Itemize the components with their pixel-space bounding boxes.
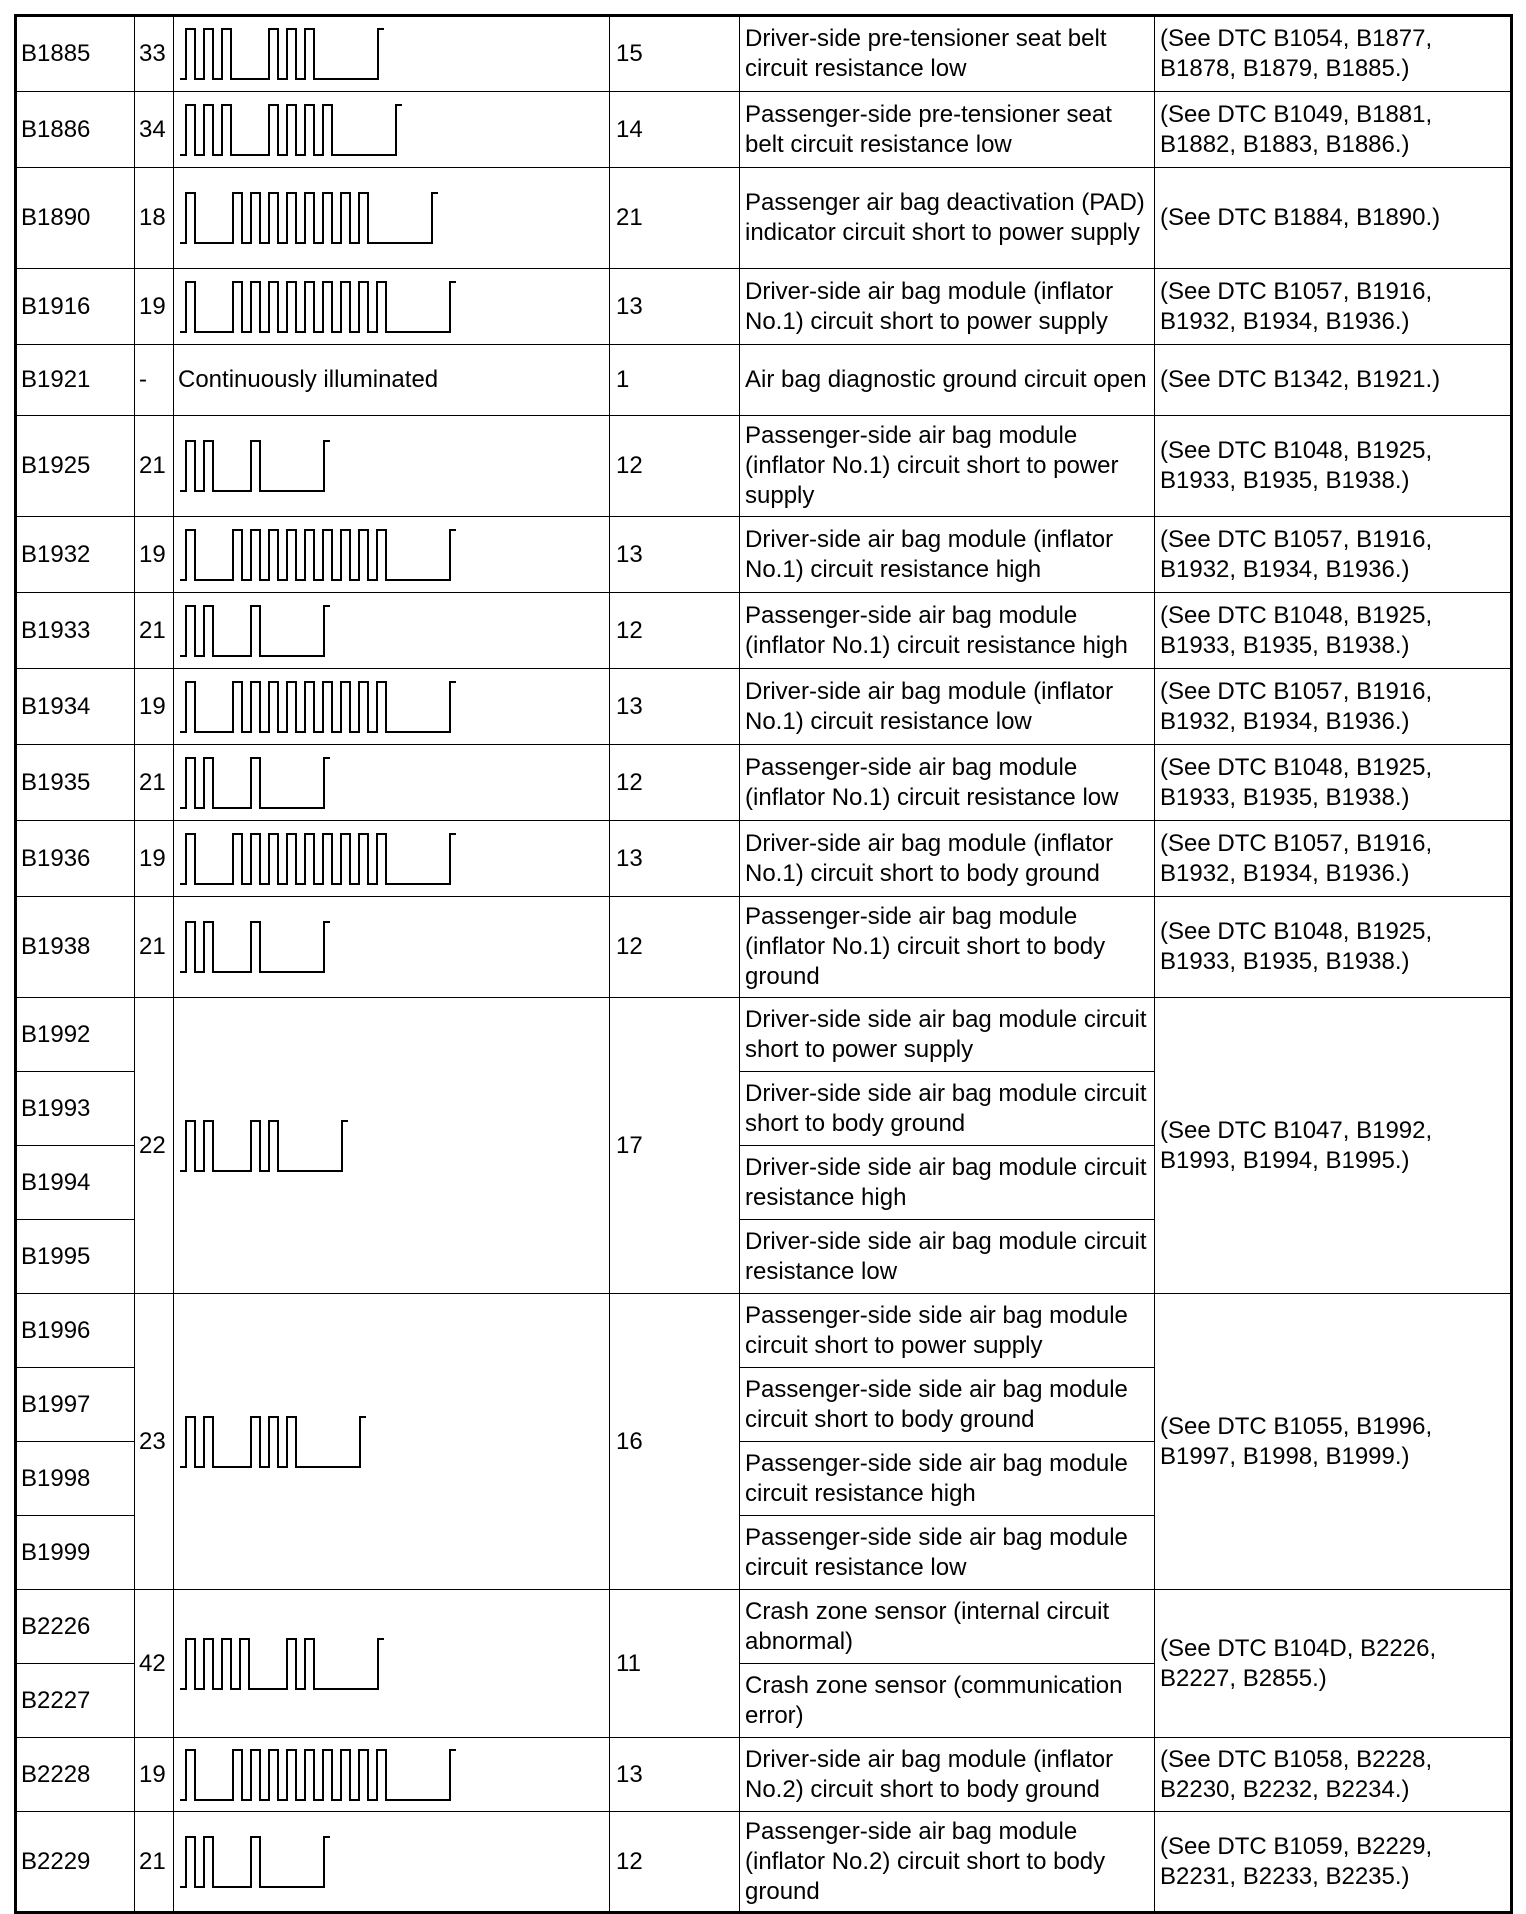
flash-pattern-waveform: [178, 1832, 332, 1892]
dtc-reference: (See DTC B1047, B1992, B1993, B1994, B1995.): [1155, 998, 1512, 1294]
table-row: [16, 16, 1512, 92]
flash-pattern-waveform: [178, 24, 386, 84]
led-number: 1: [610, 345, 740, 416]
dtc-description: Driver-side side air bag module circuit short to power supply: [740, 998, 1155, 1072]
table-row: [16, 517, 1512, 593]
led-number: 16: [610, 1294, 740, 1590]
dtc-description: Air bag diagnostic ground circuit open: [740, 345, 1155, 416]
led-number: 13: [610, 517, 740, 593]
dtc-description: Passenger-side pre-tensioner seat belt circuit resistance low: [740, 92, 1155, 168]
flash-pattern: [174, 897, 610, 998]
dtc-code: B1992: [16, 998, 135, 1072]
flash-count: 21: [135, 897, 174, 998]
waveform-line: [180, 1750, 456, 1800]
flash-count: 33: [135, 16, 174, 92]
flash-count: 19: [135, 669, 174, 745]
dtc-description: Passenger-side side air bag module circuit short to power supply: [740, 1294, 1155, 1368]
table-row: [16, 821, 1512, 897]
dtc-code: B2228: [16, 1738, 135, 1812]
flash-count: 42: [135, 1590, 174, 1738]
dtc-code: B1997: [16, 1368, 135, 1442]
dtc-description: Passenger-side air bag module (inflator No.1) circuit short to power supply: [740, 416, 1155, 517]
waveform-line: [180, 441, 330, 491]
flash-count: 22: [135, 998, 174, 1294]
dtc-description: Passenger air bag deactivation (PAD) indicator circuit short to power supply: [740, 168, 1155, 269]
dtc-code: B1932: [16, 517, 135, 593]
flash-pattern: [174, 669, 610, 745]
led-number: 17: [610, 998, 740, 1294]
flash-pattern-waveform: [178, 525, 458, 585]
dtc-description: Crash zone sensor (communication error): [740, 1664, 1155, 1738]
flash-count: 21: [135, 416, 174, 517]
dtc-reference: (See DTC B1342, B1921.): [1155, 345, 1512, 416]
flash-count: -: [135, 345, 174, 416]
flash-pattern: [174, 168, 610, 269]
dtc-code: B1998: [16, 1442, 135, 1516]
waveform-line: [180, 834, 456, 884]
table-row: [16, 345, 1512, 416]
flash-count: 34: [135, 92, 174, 168]
dtc-code: B1933: [16, 593, 135, 669]
dtc-reference: (See DTC B1049, B1881, B1882, B1883, B1886.): [1155, 92, 1512, 168]
dtc-reference: (See DTC B1059, B2229, B2231, B2233, B2235.): [1155, 1812, 1512, 1913]
dtc-code: B1890: [16, 168, 135, 269]
dtc-code: B1995: [16, 1220, 135, 1294]
led-number: 15: [610, 16, 740, 92]
dtc-code: B1934: [16, 669, 135, 745]
led-number: 13: [610, 669, 740, 745]
waveform-line: [180, 29, 384, 79]
dtc-description: Passenger-side side air bag module circuit short to body ground: [740, 1368, 1155, 1442]
flash-pattern-waveform: [178, 1634, 386, 1694]
flash-pattern-waveform: [178, 829, 458, 889]
dtc-code: B1994: [16, 1146, 135, 1220]
table-row: [16, 168, 1512, 269]
dtc-description: Driver-side air bag module (inflator No.2) circuit short to body ground: [740, 1738, 1155, 1812]
dtc-description: Driver-side air bag module (inflator No.1) circuit short to power supply: [740, 269, 1155, 345]
waveform-line: [180, 1417, 366, 1467]
dtc-description: Passenger-side air bag module (inflator No.2) circuit short to body ground: [740, 1812, 1155, 1913]
dtc-description: Driver-side pre-tensioner seat belt circuit resistance low: [740, 16, 1155, 92]
flash-count: 19: [135, 517, 174, 593]
dtc-description: Crash zone sensor (internal circuit abnormal): [740, 1590, 1155, 1664]
dtc-code: B2227: [16, 1664, 135, 1738]
dtc-description: Driver-side side air bag module circuit resistance low: [740, 1220, 1155, 1294]
flash-pattern: [174, 416, 610, 517]
flash-pattern-waveform: [178, 188, 440, 248]
dtc-description: Driver-side air bag module (inflator No.1) circuit short to body ground: [740, 821, 1155, 897]
waveform-line: [180, 530, 456, 580]
flash-pattern: [174, 821, 610, 897]
dtc-description: Driver-side air bag module (inflator No.1) circuit resistance high: [740, 517, 1155, 593]
led-number: 12: [610, 745, 740, 821]
flash-pattern: [174, 1590, 610, 1738]
flash-pattern: [174, 1812, 610, 1913]
flash-pattern: [174, 1294, 610, 1590]
table-row: [16, 745, 1512, 821]
flash-count: 19: [135, 1738, 174, 1812]
dtc-reference: (See DTC B104D, B2226, B2227, B2855.): [1155, 1590, 1512, 1738]
led-number: 21: [610, 168, 740, 269]
dtc-description: Passenger-side side air bag module circuit resistance high: [740, 1442, 1155, 1516]
dtc-description: Driver-side side air bag module circuit resistance high: [740, 1146, 1155, 1220]
flash-pattern-waveform: [178, 677, 458, 737]
flash-count: 21: [135, 745, 174, 821]
flash-pattern-waveform: [178, 436, 332, 496]
flash-pattern: [174, 16, 610, 92]
waveform-line: [180, 1837, 330, 1887]
dtc-code: B1935: [16, 745, 135, 821]
flash-count: 21: [135, 593, 174, 669]
dtc-code: B1996: [16, 1294, 135, 1368]
flash-pattern: [174, 998, 610, 1294]
flash-pattern: [174, 92, 610, 168]
waveform-line: [180, 1639, 384, 1689]
table-row: [16, 998, 1512, 1072]
dtc-reference: (See DTC B1057, B1916, B1932, B1934, B1936.): [1155, 669, 1512, 745]
waveform-line: [180, 682, 456, 732]
table-row: [16, 1294, 1512, 1368]
dtc-reference: (See DTC B1058, B2228, B2230, B2232, B2234.): [1155, 1738, 1512, 1812]
dtc-description: Passenger-side air bag module (inflator No.1) circuit resistance high: [740, 593, 1155, 669]
flash-pattern-waveform: [178, 1116, 350, 1176]
led-number: 11: [610, 1590, 740, 1738]
dtc-reference: (See DTC B1055, B1996, B1997, B1998, B1999.): [1155, 1294, 1512, 1590]
flash-count: 21: [135, 1812, 174, 1913]
dtc-description: Driver-side air bag module (inflator No.1) circuit resistance low: [740, 669, 1155, 745]
flash-pattern: [174, 593, 610, 669]
led-number: 14: [610, 92, 740, 168]
led-number: 13: [610, 821, 740, 897]
dtc-reference: (See DTC B1884, B1890.): [1155, 168, 1512, 269]
dtc-reference: (See DTC B1048, B1925, B1933, B1935, B1938.): [1155, 745, 1512, 821]
dtc-code: B1938: [16, 897, 135, 998]
flash-count: 18: [135, 168, 174, 269]
flash-pattern: [174, 745, 610, 821]
dtc-description: Passenger-side air bag module (inflator No.1) circuit resistance low: [740, 745, 1155, 821]
table-row: [16, 1590, 1512, 1664]
flash-pattern-waveform: [178, 1412, 368, 1472]
flash-pattern: [174, 517, 610, 593]
table-row: [16, 1738, 1512, 1812]
dtc-reference: (See DTC B1054, B1877, B1878, B1879, B1885.): [1155, 16, 1512, 92]
dtc-reference: (See DTC B1048, B1925, B1933, B1935, B1938.): [1155, 897, 1512, 998]
led-number: 12: [610, 416, 740, 517]
waveform-line: [180, 193, 438, 243]
flash-count: 19: [135, 269, 174, 345]
waveform-line: [180, 606, 330, 656]
table-row: [16, 593, 1512, 669]
dtc-flash-code-table: [14, 14, 1513, 1914]
waveform-line: [180, 282, 456, 332]
flash-pattern-waveform: [178, 601, 332, 661]
dtc-code: B1936: [16, 821, 135, 897]
flash-count: 23: [135, 1294, 174, 1590]
waveform-line: [180, 105, 402, 155]
dtc-reference: (See DTC B1057, B1916, B1932, B1934, B1936.): [1155, 517, 1512, 593]
dtc-code: B1921: [16, 345, 135, 416]
table-row: [16, 1812, 1512, 1913]
led-number: 12: [610, 593, 740, 669]
dtc-code: B2229: [16, 1812, 135, 1913]
dtc-code: B1886: [16, 92, 135, 168]
waveform-line: [180, 758, 330, 808]
led-number: 13: [610, 269, 740, 345]
table-row: [16, 669, 1512, 745]
led-number: 12: [610, 1812, 740, 1913]
dtc-code: B1925: [16, 416, 135, 517]
dtc-description: Driver-side side air bag module circuit short to body ground: [740, 1072, 1155, 1146]
flash-pattern-text: Continuously illuminated: [174, 345, 610, 416]
dtc-reference: (See DTC B1048, B1925, B1933, B1935, B1938.): [1155, 416, 1512, 517]
led-number: 13: [610, 1738, 740, 1812]
table-row: [16, 897, 1512, 998]
table-row: [16, 416, 1512, 517]
dtc-description: Passenger-side side air bag module circuit resistance low: [740, 1516, 1155, 1590]
dtc-reference: (See DTC B1057, B1916, B1932, B1934, B1936.): [1155, 269, 1512, 345]
dtc-reference: (See DTC B1048, B1925, B1933, B1935, B1938.): [1155, 593, 1512, 669]
flash-pattern-waveform: [178, 917, 332, 977]
table-row: [16, 92, 1512, 168]
dtc-code: B1993: [16, 1072, 135, 1146]
dtc-code: B2226: [16, 1590, 135, 1664]
dtc-code: B1885: [16, 16, 135, 92]
flash-pattern-waveform: [178, 753, 332, 813]
table-row: [16, 269, 1512, 345]
led-number: 12: [610, 897, 740, 998]
dtc-description: Passenger-side air bag module (inflator No.1) circuit short to body ground: [740, 897, 1155, 998]
flash-count: 19: [135, 821, 174, 897]
flash-pattern-waveform: [178, 1745, 458, 1805]
flash-pattern: [174, 1738, 610, 1812]
waveform-line: [180, 922, 330, 972]
dtc-code: B1999: [16, 1516, 135, 1590]
waveform-line: [180, 1121, 348, 1171]
flash-pattern-waveform: [178, 277, 458, 337]
dtc-reference: (See DTC B1057, B1916, B1932, B1934, B1936.): [1155, 821, 1512, 897]
flash-pattern: [174, 269, 610, 345]
dtc-code: B1916: [16, 269, 135, 345]
flash-pattern-waveform: [178, 100, 404, 160]
